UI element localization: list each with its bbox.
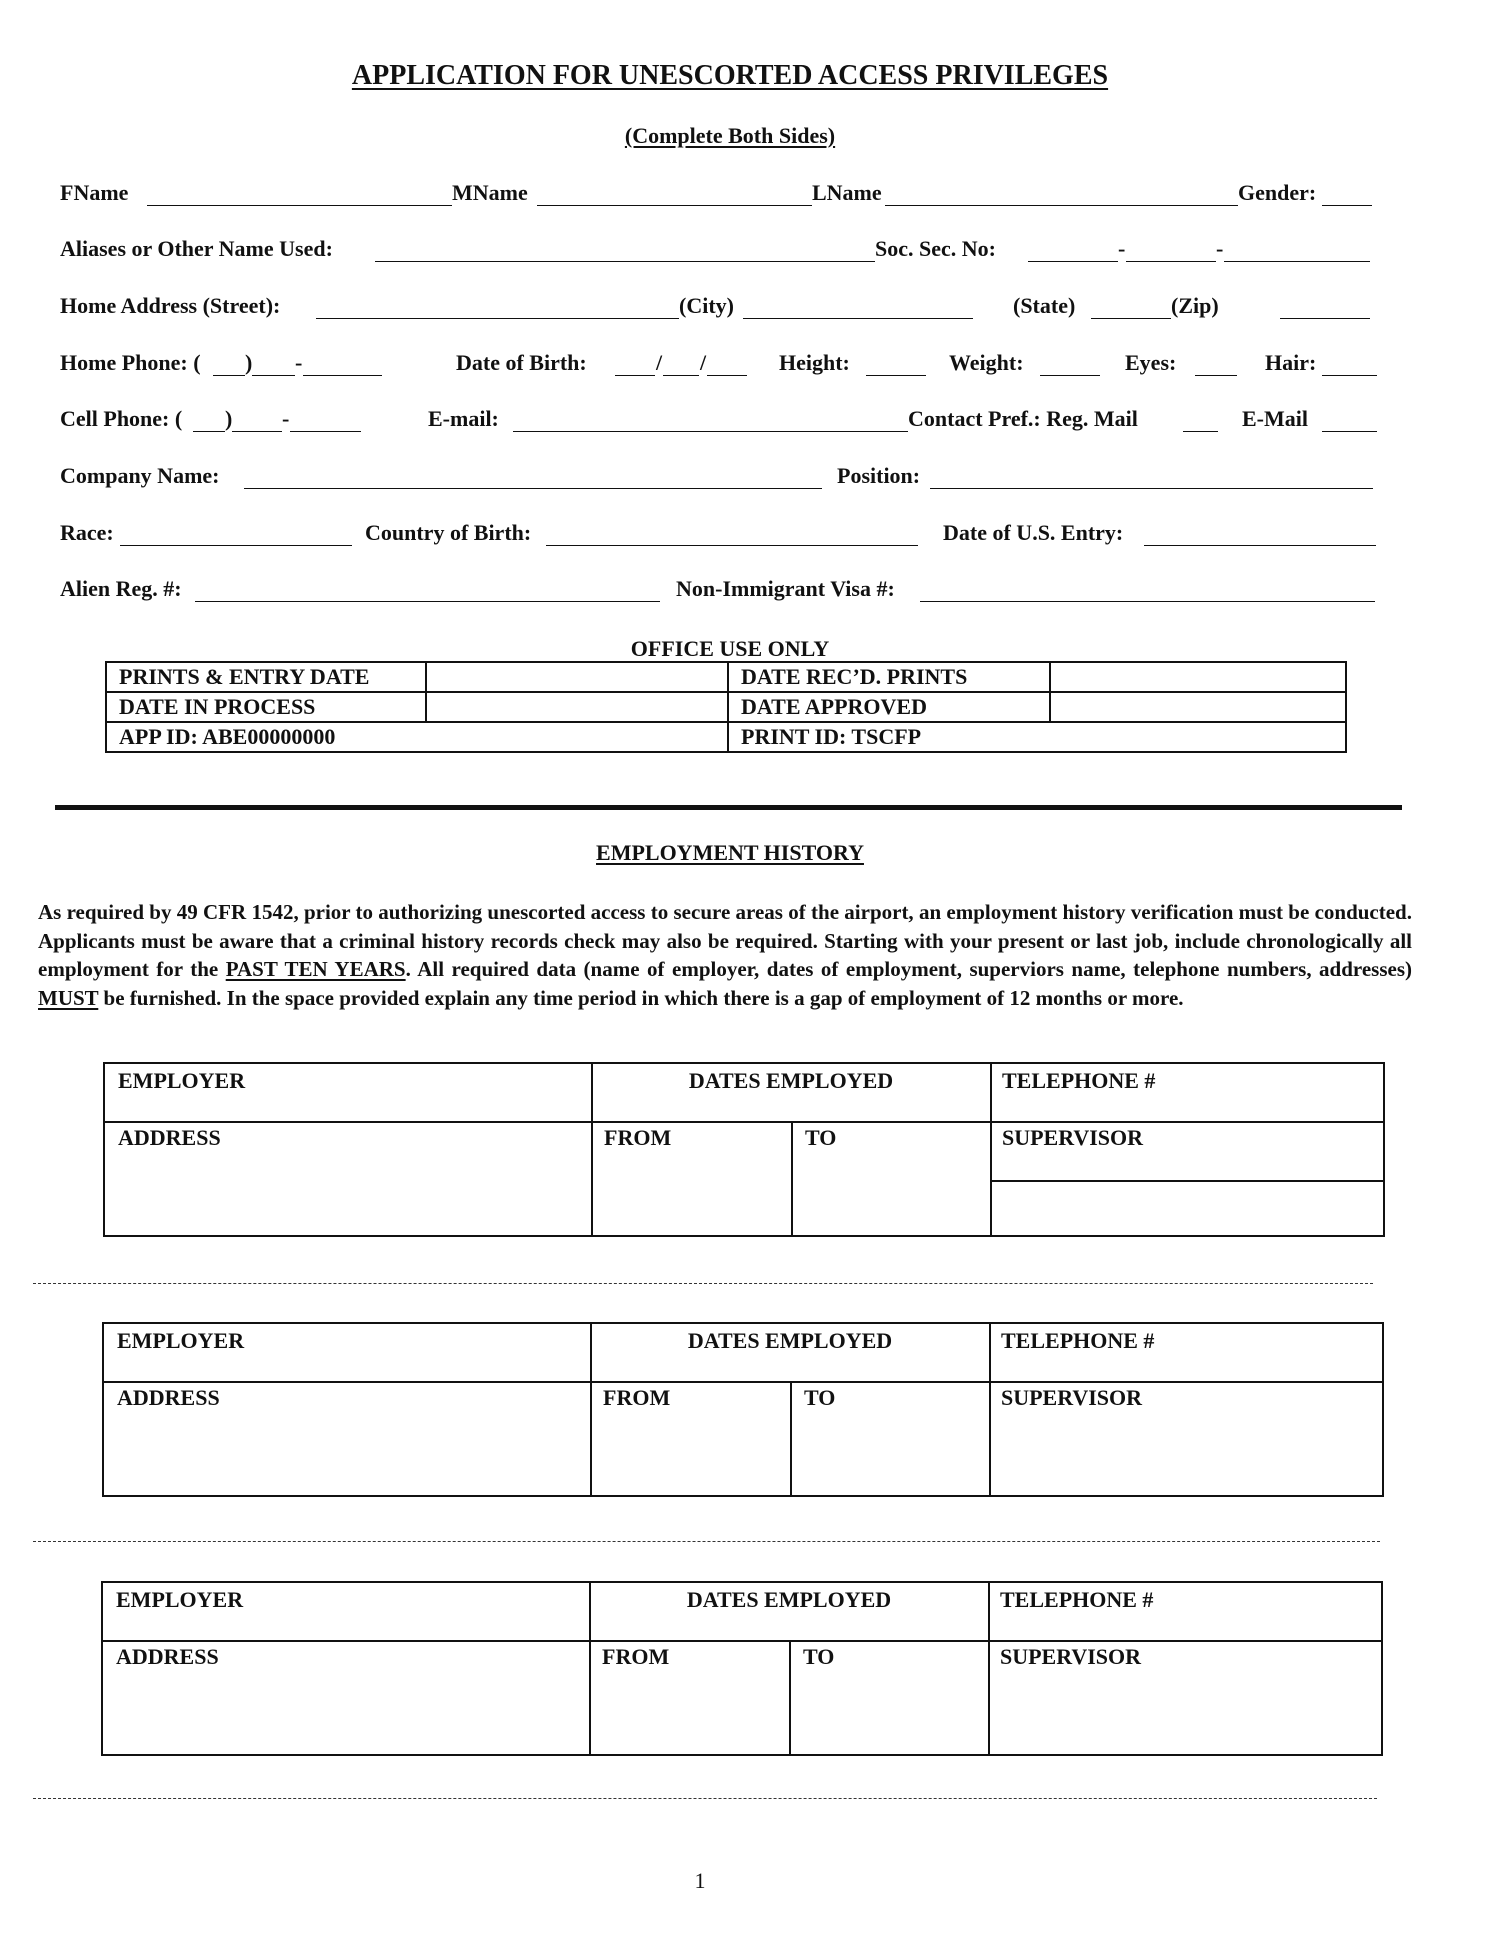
email-field[interactable]	[513, 431, 908, 432]
address-label: ADDRESS	[116, 1644, 219, 1669]
home-phone-label: Home Phone: (	[60, 350, 201, 375]
lname-label: LName	[812, 180, 882, 205]
us-entry-label: Date of U.S. Entry:	[943, 520, 1124, 545]
must-emphasis: MUST	[38, 985, 99, 1010]
office-use-table	[105, 661, 1347, 753]
home-phone-dash: -	[295, 350, 303, 375]
employment-block-1	[103, 1062, 1385, 1237]
dob-year[interactable]	[707, 375, 747, 376]
mname-field[interactable]	[537, 205, 812, 206]
country-birth-label: Country of Birth:	[365, 520, 532, 545]
height-label: Height:	[779, 350, 850, 375]
ssn-dash-2: -	[1216, 236, 1224, 261]
hair-label: Hair:	[1265, 350, 1317, 375]
separator-1	[33, 1283, 1373, 1284]
fname-field[interactable]	[147, 205, 452, 206]
employment-history-title: EMPLOYMENT HISTORY	[596, 840, 864, 865]
dob-day[interactable]	[663, 375, 699, 376]
employer-label: EMPLOYER	[118, 1068, 246, 1093]
city-label: (City)	[679, 293, 734, 318]
height-field[interactable]	[866, 375, 926, 376]
past-ten-years: PAST TEN YEARS	[225, 957, 406, 981]
instructions-part-3: be furnished. In the space provided explain any time period in which there is a gap of employment of 12 months or more.	[98, 985, 1184, 1010]
ssn-part2[interactable]	[1126, 261, 1216, 262]
cell-phone-dash: -	[282, 406, 290, 431]
gender-field[interactable]	[1322, 205, 1372, 206]
date-recd-value	[1050, 662, 1346, 692]
zip-field[interactable]	[1280, 318, 1370, 319]
date-in-process-label: DATE IN PROCESS	[106, 692, 426, 722]
race-label: Race:	[60, 520, 114, 545]
email-label: E-mail:	[428, 406, 499, 431]
to-label: TO	[803, 1644, 835, 1669]
from-label: FROM	[604, 1125, 672, 1150]
date-approved-label: DATE APPROVED	[728, 692, 1050, 722]
to-label: TO	[805, 1125, 837, 1150]
cell-phone-prefix[interactable]	[232, 431, 282, 432]
ssn-part3[interactable]	[1224, 261, 1370, 262]
email-pref-check[interactable]	[1322, 431, 1377, 432]
telephone-label: TELEPHONE #	[1000, 1587, 1154, 1612]
separator-2	[33, 1541, 1380, 1542]
eyes-field[interactable]	[1195, 375, 1237, 376]
dates-employed-label: DATES EMPLOYED	[688, 1068, 894, 1093]
supervisor-label: SUPERVISOR	[1002, 1125, 1144, 1150]
supervisor-label: SUPERVISOR	[1000, 1644, 1142, 1669]
us-entry-field[interactable]	[1144, 545, 1376, 546]
dob-label: Date of Birth:	[456, 350, 587, 375]
page-number: 1	[694, 1868, 706, 1893]
visa-field[interactable]	[920, 601, 1375, 602]
weight-field[interactable]	[1040, 375, 1100, 376]
race-field[interactable]	[120, 545, 352, 546]
home-phone-number[interactable]	[303, 375, 382, 376]
home-phone-area[interactable]	[213, 375, 245, 376]
ssn-label: Soc. Sec. No:	[875, 236, 996, 261]
country-birth-field[interactable]	[546, 545, 918, 546]
cell-phone-area[interactable]	[193, 431, 225, 432]
home-address-label: Home Address (Street):	[60, 293, 281, 318]
date-recd-label: DATE REC’D. PRINTS	[728, 662, 1050, 692]
zip-label: (Zip)	[1171, 293, 1219, 318]
employer-label: EMPLOYER	[117, 1328, 245, 1353]
office-use-title: OFFICE USE ONLY	[630, 636, 830, 661]
cell-phone-paren: )	[225, 406, 233, 431]
section-divider	[55, 805, 1402, 810]
cell-phone-number[interactable]	[290, 431, 361, 432]
alien-reg-field[interactable]	[195, 601, 660, 602]
aliases-label: Aliases or Other Name Used:	[60, 236, 333, 261]
lname-field[interactable]	[885, 205, 1238, 206]
gender-label: Gender:	[1238, 180, 1317, 205]
prints-entry-value	[426, 662, 728, 692]
email-pref-label: E-Mail	[1242, 406, 1308, 431]
cell-phone-label: Cell Phone: (	[60, 406, 183, 431]
position-field[interactable]	[930, 488, 1373, 489]
home-phone-paren: )	[245, 350, 253, 375]
eyes-label: Eyes:	[1125, 350, 1177, 375]
aliases-field[interactable]	[375, 261, 875, 262]
position-label: Position:	[837, 463, 921, 488]
dates-employed-label: DATES EMPLOYED	[686, 1587, 892, 1612]
company-label: Company Name:	[60, 463, 220, 488]
hair-field[interactable]	[1322, 375, 1377, 376]
instructions-part-2: . All required data (name of employer, dates of employment, superviors name, telephone numbers, addresses)	[405, 957, 1413, 981]
form-subtitle: (Complete Both Sides)	[624, 123, 836, 148]
address-label: ADDRESS	[117, 1385, 220, 1410]
street-field[interactable]	[316, 318, 679, 319]
instructions-part-1: As required by 49 CFR 1542, prior to authorizing unescorted access to secure areas of the airport, an employment history verification must be conducted. Applicants must be aware that a criminal history records check may also be required. Starting with your present or last job, include chronologically all employment for the	[38, 900, 1412, 981]
from-label: FROM	[602, 1644, 670, 1669]
date-in-process-value	[426, 692, 728, 722]
print-id: PRINT ID: TSCFP	[728, 722, 1346, 752]
address-label: ADDRESS	[118, 1125, 221, 1150]
state-field[interactable]	[1091, 318, 1171, 319]
company-field[interactable]	[244, 488, 822, 489]
from-label: FROM	[603, 1385, 671, 1410]
dates-employed-label: DATES EMPLOYED	[687, 1328, 893, 1353]
supervisor-label: SUPERVISOR	[1001, 1385, 1143, 1410]
form-title: APPLICATION FOR UNESCORTED ACCESS PRIVILEGES	[351, 60, 1109, 91]
telephone-label: TELEPHONE #	[1002, 1068, 1156, 1093]
mname-label: MName	[452, 180, 528, 205]
app-id: APP ID: ABE00000000	[106, 722, 728, 752]
state-label: (State)	[1013, 293, 1076, 318]
separator-3	[33, 1798, 1377, 1799]
visa-label: Non-Immigrant Visa #:	[676, 576, 895, 601]
ssn-part1[interactable]	[1028, 261, 1118, 262]
city-field[interactable]	[743, 318, 973, 319]
dob-slash-1: /	[656, 350, 663, 375]
employment-block-3	[101, 1581, 1383, 1756]
prints-entry-label: PRINTS & ENTRY DATE	[106, 662, 426, 692]
alien-reg-label: Alien Reg. #:	[60, 576, 182, 601]
weight-label: Weight:	[949, 350, 1024, 375]
employment-instructions	[38, 898, 1412, 1012]
dob-slash-2: /	[700, 350, 707, 375]
dob-month[interactable]	[615, 375, 655, 376]
reg-mail-check[interactable]	[1183, 431, 1218, 432]
employer-label: EMPLOYER	[116, 1587, 244, 1612]
date-approved-value	[1050, 692, 1346, 722]
contact-pref-label: Contact Pref.: Reg. Mail	[908, 406, 1138, 431]
home-phone-prefix[interactable]	[252, 375, 295, 376]
to-label: TO	[804, 1385, 836, 1410]
ssn-dash-1: -	[1118, 236, 1126, 261]
fname-label: FName	[60, 180, 129, 205]
employment-block-2	[102, 1322, 1384, 1497]
telephone-label: TELEPHONE #	[1001, 1328, 1155, 1353]
